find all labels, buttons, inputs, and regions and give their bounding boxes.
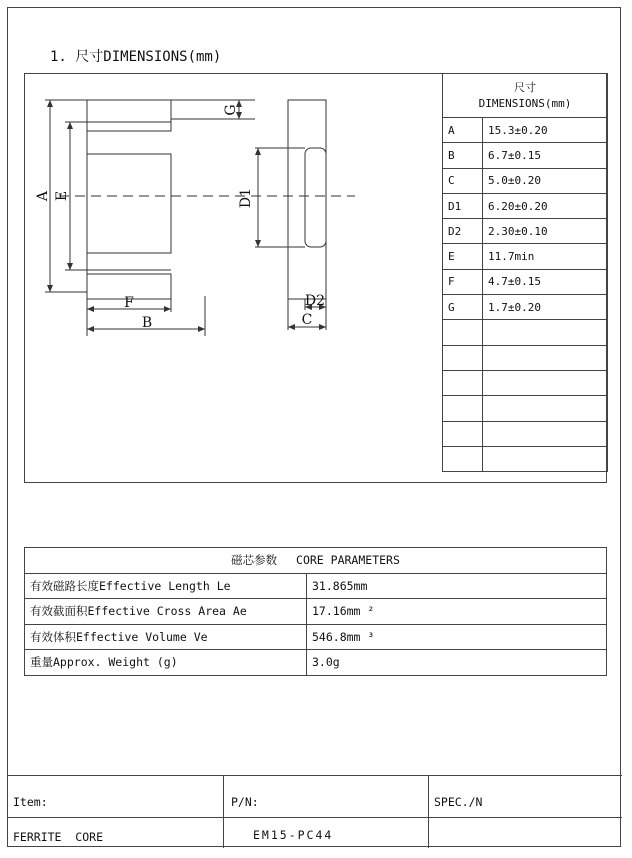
dimension-label: F: [443, 269, 483, 294]
dimension-label: C: [443, 168, 483, 193]
parameter-name: 重量Approx. Weight (g): [25, 650, 307, 676]
label-C: C: [301, 312, 313, 328]
dimension-row: [443, 143, 608, 168]
label-A: A: [35, 190, 51, 202]
dimension-row: [443, 244, 608, 269]
core-parameters-table: [24, 547, 607, 676]
parameter-value: 546.8mm ³: [307, 624, 607, 650]
spec-label: SPEC./N: [434, 795, 483, 809]
core-front-outline: [87, 100, 171, 299]
dimension-row: [443, 269, 608, 294]
parameter-value: 31.865mm: [307, 573, 607, 599]
dimension-value: 1.7±0.20: [483, 295, 608, 320]
empty-row: [443, 421, 608, 446]
core-parameter-row: [25, 650, 607, 676]
pn-label: P/N:: [231, 795, 259, 809]
dimension-value: 6.7±0.15: [483, 143, 608, 168]
label-D2: D2: [304, 293, 326, 309]
item-label: Item:: [13, 795, 48, 809]
dimensions-table: [442, 73, 608, 472]
dimensions-header-cn: 尺寸: [514, 80, 536, 94]
item-value: FERRITE CORE: [13, 830, 104, 844]
parameter-value: 3.0g: [307, 650, 607, 676]
spec-sheet: [7, 7, 621, 847]
dimension-label: G: [443, 295, 483, 320]
dimension-label: E: [443, 244, 483, 269]
core-drawing: [25, 74, 442, 484]
parameter-name: 有效体积Effective Volume Ve: [25, 624, 307, 650]
dimension-value: 15.3±0.20: [483, 118, 608, 143]
core-parameters-header: [25, 548, 607, 574]
dimension-value: 11.7min: [483, 244, 608, 269]
parameter-name: 有效截面积Effective Cross Area Ae: [25, 599, 307, 625]
dimension-row: [443, 168, 608, 193]
label-G: G: [223, 104, 239, 116]
dimension-row: [443, 193, 608, 218]
core-parameter-row: [25, 624, 607, 650]
dimension-label: D2: [443, 219, 483, 244]
dimension-label: B: [443, 143, 483, 168]
dimension-drawing-panel: [24, 73, 607, 483]
dimension-value: 4.7±0.15: [483, 269, 608, 294]
parameter-name: 有效磁路长度Effective Length Le: [25, 573, 307, 599]
dimension-row: [443, 219, 608, 244]
pn-value: EM15-PC44: [253, 828, 334, 842]
dimensions-header: [443, 74, 608, 118]
core-parameters-title-cn: 磁芯参数: [231, 553, 278, 568]
empty-row: [443, 320, 608, 345]
empty-row: [443, 370, 608, 395]
section-title: 1. 尺寸DIMENSIONS(mm): [50, 49, 222, 65]
core-side-outline: [288, 100, 326, 299]
dimension-value: 2.30±0.10: [483, 219, 608, 244]
empty-row: [443, 396, 608, 421]
empty-row: [443, 446, 608, 471]
parameter-value: 17.16mm ²: [307, 599, 607, 625]
dimension-value: 5.0±0.20: [483, 168, 608, 193]
dimension-label: D1: [443, 193, 483, 218]
core-parameter-row: [25, 573, 607, 599]
dimensions-header-en: DIMENSIONS(mm): [478, 96, 572, 110]
label-D1: D1: [238, 187, 254, 209]
dimension-value: 6.20±0.20: [483, 193, 608, 218]
empty-row: [443, 345, 608, 370]
label-B: B: [141, 315, 153, 331]
core-parameter-row: [25, 599, 607, 625]
dimension-label: A: [443, 118, 483, 143]
core-side-inner: [305, 148, 326, 247]
dimension-row: [443, 295, 608, 320]
label-F: F: [124, 295, 134, 311]
title-block: [8, 775, 622, 848]
label-E: E: [54, 190, 70, 202]
core-parameters-title-en: CORE PARAMETERS: [296, 553, 400, 568]
dimension-row: [443, 118, 608, 143]
